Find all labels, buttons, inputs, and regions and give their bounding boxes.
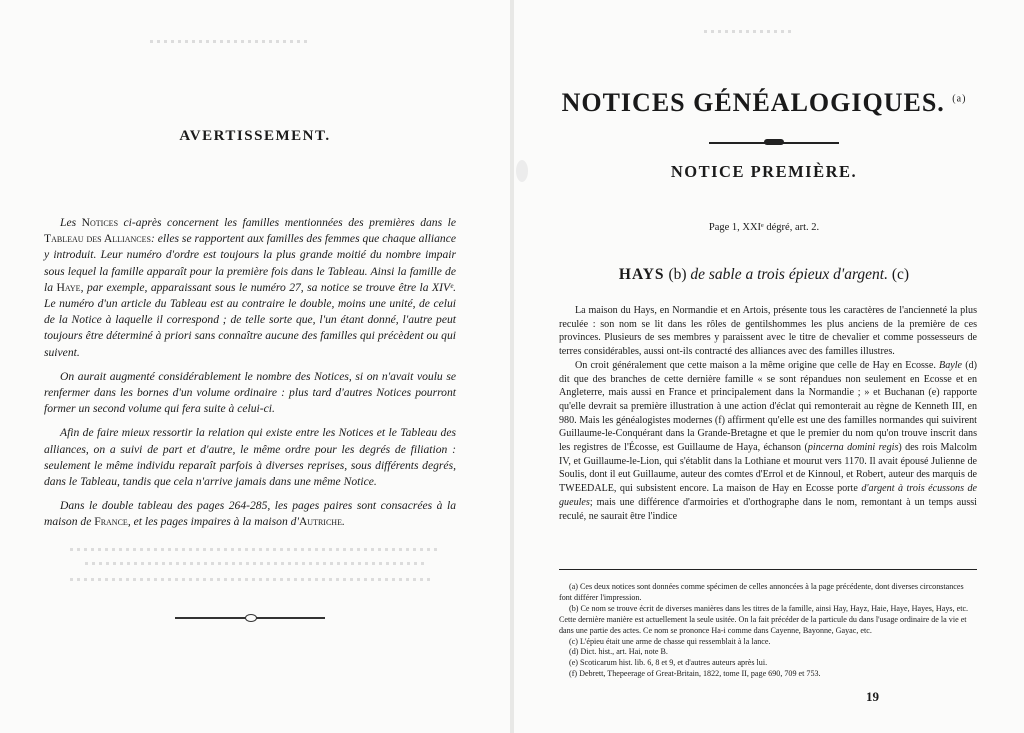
footnote: (a) Ces deux notices sont données comme spécimen de celles annoncées à la page précédente, dont diverses circonstances font différer l'impression. <box>559 582 964 602</box>
ornamental-rule <box>709 142 839 144</box>
paragraph: Les Notices ci-après concernent les familles mentionnées des premières dans le Tableau des Alliances: elles se rapportent aux familles des femmes que chaque alliance y introduit. Leur numéro d'ordre est toujours la plus grande moitié du nombre impair sous lequel la famille apparaît pour la première fois dans le Tableau. Ainsi la famille de la Haye, par exemple, apparaissant sous le numéro 27, sa notice se trouve être la XIVᵉ. Le numéro d'un article du Tableau est au contraire le double, moins une unité, de celui de la Notice à laquelle il correspond ; de telle sorte que, l'un étant donné, l'autre peut toujours être déterminé à priori sans connaître aucune des familles qui précèdent ou qui suivent. <box>44 216 456 359</box>
preface-text <box>44 215 456 539</box>
left-page <box>0 0 510 733</box>
footnotes <box>559 582 977 680</box>
right-page <box>514 0 1024 733</box>
page-title: AVERTISSEMENT. <box>179 128 331 144</box>
footnote: (b) Ce nom se trouve écrit de diverses manières dans les titres de la famille, ainsi Hay, Hayz, Haie, Haye, Hayes, Hays, etc. Cette dernière manière est actuellement la seule usitée. On la fait précéder de la particule du dans l'usage ordinaire de la vie et dans une partie des actes. Ce nom se prononce Ha-i comme dans Cayenne, Bayonne, Gayac, etc. <box>559 603 969 635</box>
footnote: (d) Dict. hist., art. Hai, note B. <box>569 647 668 657</box>
notice-body <box>559 304 977 523</box>
footnote: (c) L'épieu était une arme de chasse qui ressemblait à la lance. <box>569 636 771 646</box>
footnote: (f) Debrett, Thepeerage of Great-Britain, 1822, tome II, page 690, 709 et 753. <box>569 669 821 679</box>
notice-subtitle: NOTICE PREMIÈRE. <box>670 162 858 181</box>
page-title: NOTICES GÉNÉALOGIQUES. $^{(a)}$ <box>561 88 967 117</box>
paragraph: La maison du Hays, en Normandie et en Artois, présente tous les caractères de l'ancienneté la plus reculée : son nom se lit dans les rôles de gentilshommes les plus anciens de la première de ces provinces. Plusieurs de ses membres y paraissent avec le titre de chevalier et comme possesseurs de terres considérables, aussi ont-ils contracté des alliances avec des familles illustres. <box>559 305 977 358</box>
paragraph: Dans le double tableau des pages 264-285, les pages paires sont consacrées à la maison de France, et les pages impaires à la maison d'Autriche. <box>44 499 456 529</box>
family-heading: HAYS (b) de sable a trois épieux d'argent. (c) <box>618 266 910 283</box>
footnote: (e) Scoticarum hist. lib. 6, 8 et 9, et d'autres auteurs après lui. <box>569 658 768 668</box>
ornamental-rule <box>175 617 325 619</box>
page-number: 19 <box>866 689 879 704</box>
footnote-separator <box>559 569 977 570</box>
show-through-text <box>70 548 440 551</box>
paragraph: On aurait augmenté considérablement le nombre des Notices, si on n'avait voulu se renfermer dans les bornes d'un volume ordinaire : plus tard d'autres Notices pourront former un second volume qui fera suite à celui-ci. <box>44 369 456 416</box>
page-reference: Page 1, XXIᵉ dégré, art. 2. <box>708 222 820 233</box>
paragraph: On croit généralement que cette maison a la même origine que celle de Hay en Ecosse. Bayle (d) dit que des branches de cette dernière famille « se sont répandues non seulement en Ecosse et en Angleterre, mais aussi en France et principalement dans la Normandie ; » et Buchanan (e) rapporte qu'elle devrait sa première illustration à une action d'éclat qui remonterait au règne de Kenneth III, en 980. Mais les généalogistes modernes (f) affirment qu'elle est une des familles normandes qui suivirent Guillaume-le-Conquérant dans la Grande-Bretagne et que le premier du nom qu'on trouve inscrit dans les registres de l'Écosse, est Guillaume de Haya, échanson (pincerna domini regis) des rois Malcolm IV, et Guillaume-le-Lion, qui s'établit dans la Lothiane et mourut vers 1170. Il avait épousé Julienne de Soulis, dont il eut Guillaume, auteur des comtes d'Errol et de Kinnoul, et Robert, auteur des marquis de TWEEDALE, qui subsistent encore. La maison de Hay en Ecosse porte d'argent à trois écussons de gueules; mais une différence d'armoiries et d'orthographe dans le nom, remontant à un temps aussi reculé, ne saurait être l'indice <box>559 359 978 522</box>
show-through-text <box>150 40 310 43</box>
show-through-text <box>70 578 430 581</box>
show-through-text <box>704 30 794 33</box>
show-through-text <box>85 562 425 565</box>
paragraph: Afin de faire mieux ressortir la relation qui existe entre les Notices et le Tableau des alliances, on a suivi de part et d'autre, le même ordre pour les degrés de filiation : seulement le même individu reparaît parfois à diverses reprises, sous différents degrés, dans le Tableau, tandis que cela n'arrive jamais dans une même Notice. <box>44 426 456 489</box>
